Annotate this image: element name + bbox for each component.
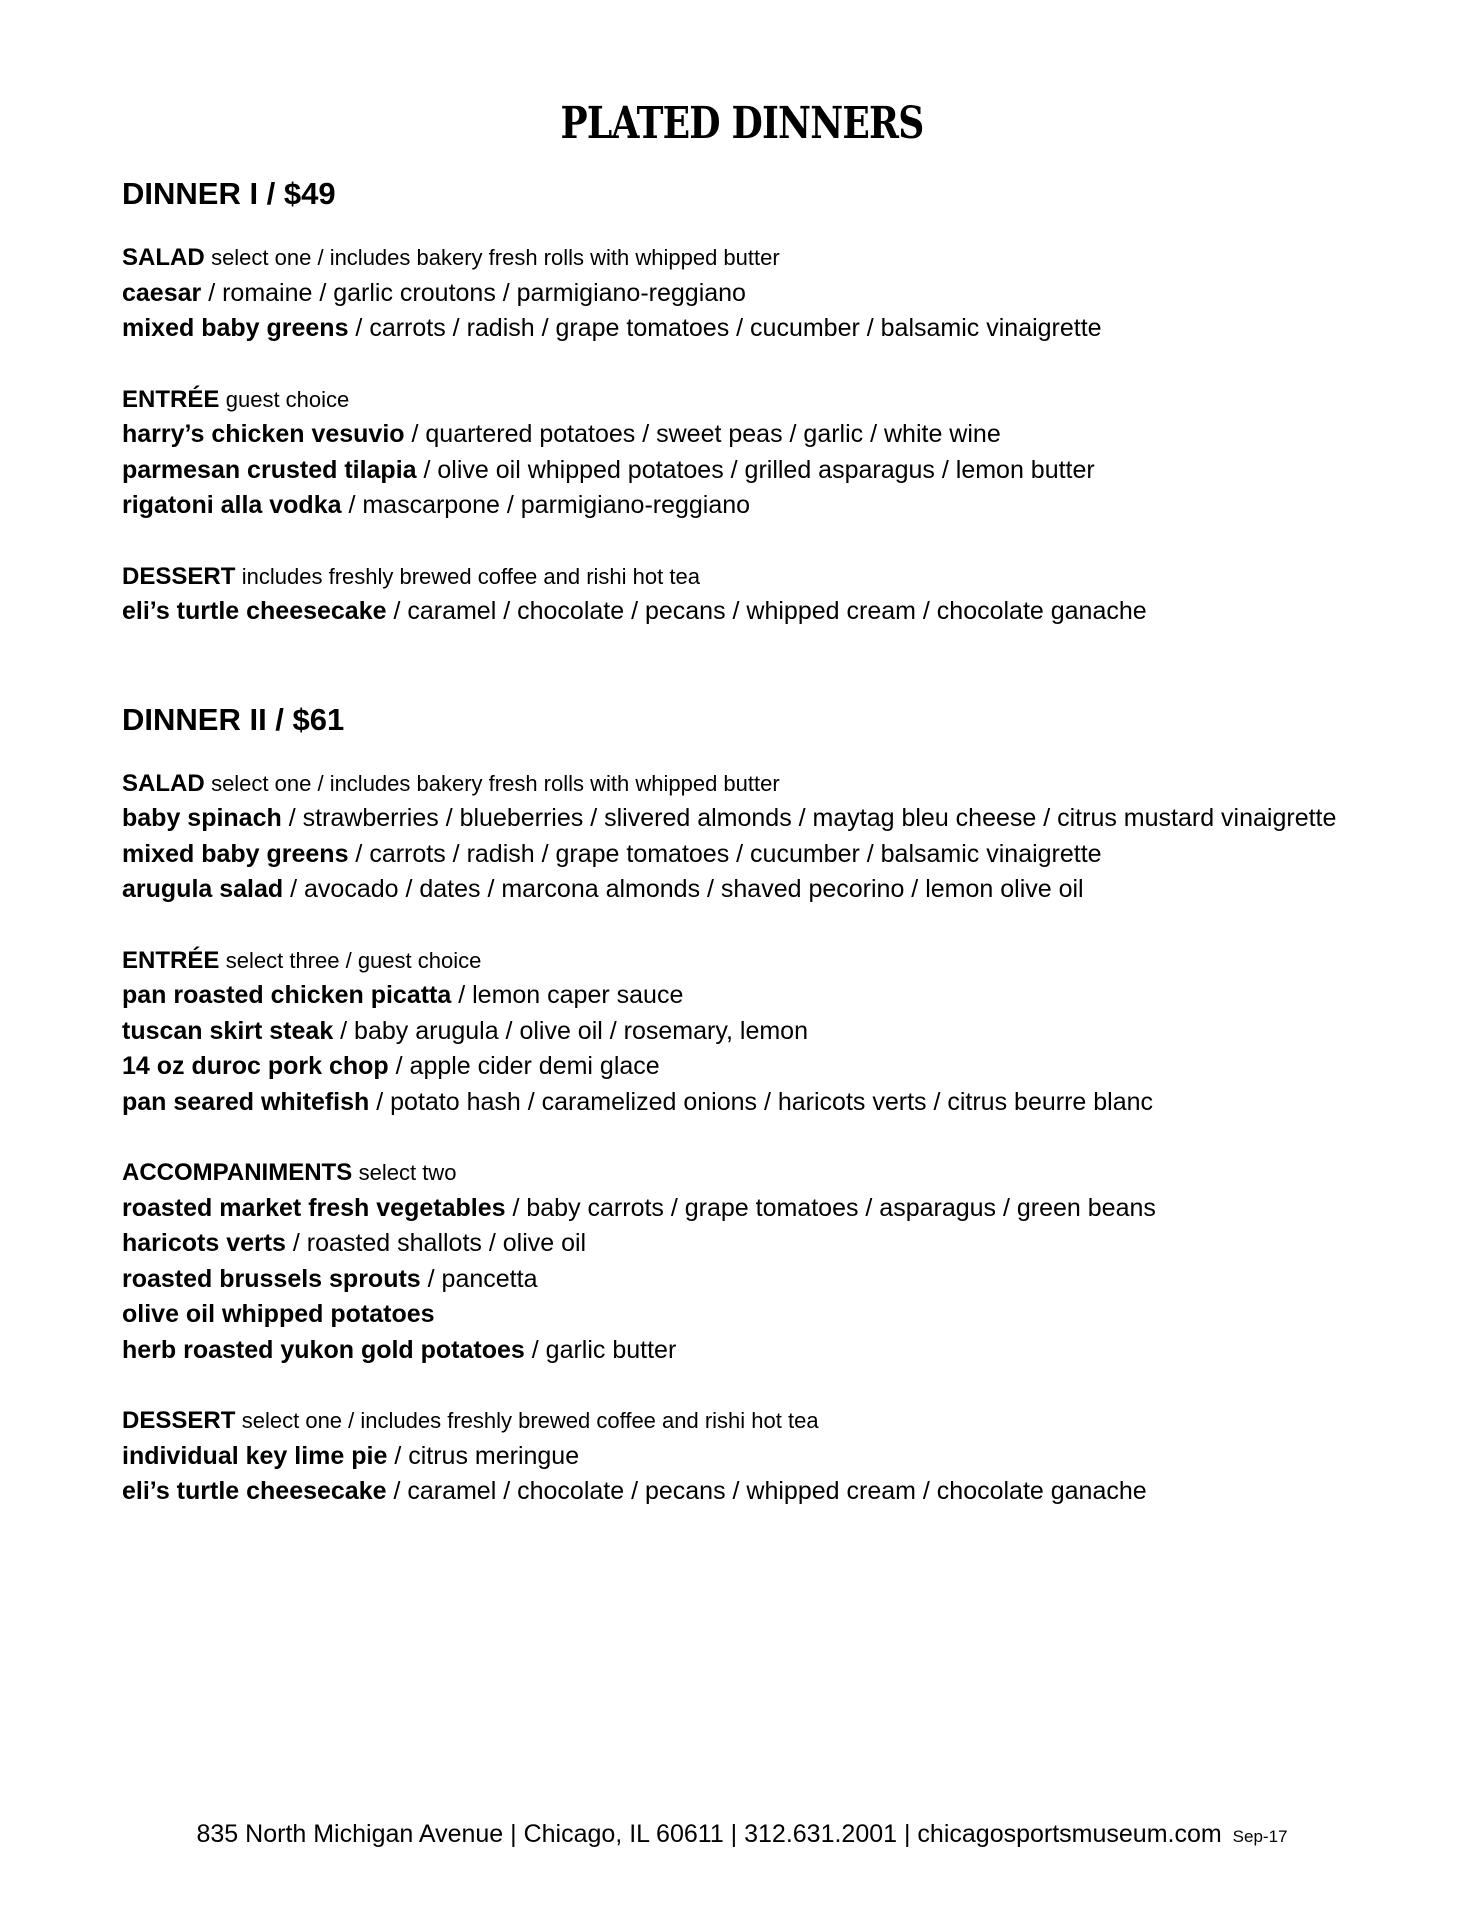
- menu-item-details: / lemon caper sauce: [451, 981, 684, 1009]
- menu-item-details: / citrus meringue: [387, 1441, 580, 1470]
- menu-item-name: pan seared whitefish: [122, 1087, 370, 1116]
- dinner-heading: DINNER I / $49: [122, 176, 336, 211]
- menu-item: [122, 1049, 1362, 1085]
- course-block: [122, 1155, 1362, 1368]
- course-block: [122, 1403, 1362, 1510]
- menu-item-name: roasted market fresh vegetables: [122, 1193, 506, 1222]
- course-block: [122, 240, 1362, 347]
- menu-item-details: / pancetta: [420, 1264, 538, 1293]
- course-note: guest choice: [225, 386, 350, 412]
- course-header: [122, 382, 1362, 418]
- course-note: select one / includes freshly brewed coffee and rishi hot tea: [241, 1408, 819, 1433]
- menu-item-details: / strawberries / blueberries / slivered almonds / maytag bleu cheese / citrus mustard vinaigrette: [281, 804, 1337, 832]
- menu: [122, 160, 1362, 1572]
- menu-item: [122, 276, 1362, 312]
- menu-item-name: haricots verts: [122, 1229, 286, 1257]
- menu-item: [122, 1297, 1362, 1333]
- menu-item-name: baby spinach: [122, 804, 282, 832]
- course-name: SALAD: [122, 244, 205, 271]
- dinner-heading: DINNER II / $61: [122, 701, 345, 737]
- menu-item: [122, 1085, 1362, 1121]
- menu-item-details: / quartered potatoes / sweet peas / garlic / white wine: [404, 420, 1001, 448]
- course-note: select two: [358, 1160, 457, 1185]
- menu-item-name: rigatoni alla vodka: [122, 491, 342, 519]
- course-block: [122, 382, 1362, 524]
- course-block: [122, 559, 1362, 630]
- menu-item: [122, 1333, 1362, 1369]
- course-header: [122, 943, 1362, 979]
- course-name: ACCOMPANIMENTS: [122, 1159, 353, 1186]
- footer-address: 835 North Michigan Avenue | Chicago, IL 60611 | 312.631.2001 | chicagosportsmuseum.com: [196, 1820, 1222, 1848]
- menu-item-name: parmesan crusted tilapia: [122, 455, 417, 484]
- menu-item: [122, 1191, 1362, 1227]
- menu-item: [122, 978, 1362, 1014]
- menu-item: [122, 488, 1362, 524]
- menu-item: [122, 1474, 1362, 1510]
- menu-item-name: harry’s chicken vesuvio: [122, 420, 405, 448]
- menu-item-details: / caramel / chocolate / pecans / whipped cream / chocolate ganache: [386, 1477, 1147, 1505]
- menu-item: [122, 1014, 1362, 1050]
- menu-item: [122, 801, 1362, 837]
- menu-item-details: / carrots / radish / grape tomatoes / cucumber / balsamic vinaigrette: [348, 839, 1102, 868]
- menu-item-details: / garlic butter: [524, 1335, 677, 1364]
- menu-item-details: / apple cider demi glace: [388, 1052, 660, 1080]
- course-header: [122, 766, 1362, 802]
- menu-item: [122, 837, 1362, 873]
- course-name: DESSERT: [122, 562, 236, 590]
- footer: [0, 1820, 1484, 1849]
- course-header: [122, 1155, 1362, 1191]
- course-header: [122, 1403, 1362, 1439]
- menu-item-name: mixed baby greens: [122, 314, 349, 342]
- menu-item-details: / potato hash / caramelized onions / haricots verts / citrus beurre blanc: [369, 1087, 1154, 1116]
- page-title: PLATED DINNERS: [560, 98, 924, 149]
- menu-item-details: / avocado / dates / marcona almonds / shaved pecorino / lemon olive oil: [283, 875, 1084, 903]
- menu-item-details: / mascarpone / parmigiano-reggiano: [341, 491, 751, 519]
- menu-item-name: mixed baby greens: [122, 839, 349, 868]
- menu-item-name: individual key lime pie: [122, 1441, 388, 1470]
- course-note: includes freshly brewed coffee and rishi hot tea: [241, 563, 700, 589]
- menu-item-name: pan roasted chicken picatta: [122, 981, 452, 1009]
- course-header: [122, 559, 1362, 595]
- menu-item-details: / romaine / garlic croutons / parmigiano-reggiano: [201, 278, 746, 307]
- course-note: select one / includes bakery fresh rolls with whipped butter: [211, 770, 780, 796]
- menu-item-name: roasted brussels sprouts: [122, 1264, 421, 1293]
- menu-item: [122, 453, 1362, 489]
- menu-item: [122, 1226, 1362, 1262]
- course-note: select one / includes bakery fresh rolls with whipped butter: [211, 245, 780, 270]
- course-name: DESSERT: [122, 1407, 236, 1434]
- menu-item-details: / baby carrots / grape tomatoes / asparagus / green beans: [505, 1193, 1156, 1222]
- menu-item: [122, 872, 1362, 908]
- menu-item-name: caesar: [122, 278, 202, 307]
- menu-item-name: eli’s turtle cheesecake: [122, 597, 387, 625]
- course-name: ENTRÉE: [122, 385, 220, 413]
- menu-item-details: / roasted shallots / olive oil: [285, 1229, 587, 1257]
- dinner-section: [122, 692, 1362, 1510]
- menu-item-name: 14 oz duroc pork chop: [122, 1052, 389, 1080]
- menu-item-details: / carrots / radish / grape tomatoes / cucumber / balsamic vinaigrette: [348, 314, 1102, 342]
- course-name: ENTRÉE: [122, 946, 220, 974]
- menu-item-name: olive oil whipped potatoes: [122, 1300, 435, 1328]
- menu-item-details: / baby arugula / olive oil / rosemary, lemon: [333, 1016, 808, 1045]
- menu-item-details: / olive oil whipped potatoes / grilled asparagus / lemon butter: [416, 455, 1095, 484]
- course-block: [122, 766, 1362, 908]
- menu-item-name: tuscan skirt steak: [122, 1016, 334, 1045]
- course-header: [122, 240, 1362, 276]
- course-name: SALAD: [122, 769, 205, 797]
- menu-item: [122, 1262, 1362, 1298]
- menu-item: [122, 417, 1362, 453]
- footer-date: Sep-17: [1232, 1827, 1288, 1846]
- menu-item-name: herb roasted yukon gold potatoes: [122, 1335, 525, 1364]
- course-note: select three / guest choice: [225, 947, 482, 973]
- menu-item: [122, 311, 1362, 347]
- menu-item-name: eli’s turtle cheesecake: [122, 1477, 387, 1505]
- dinner-section: [122, 166, 1362, 630]
- course-block: [122, 943, 1362, 1121]
- menu-item: [122, 594, 1362, 630]
- menu-item-name: arugula salad: [122, 875, 284, 903]
- menu-item-details: / caramel / chocolate / pecans / whipped cream / chocolate ganache: [386, 597, 1147, 625]
- menu-item: [122, 1439, 1362, 1475]
